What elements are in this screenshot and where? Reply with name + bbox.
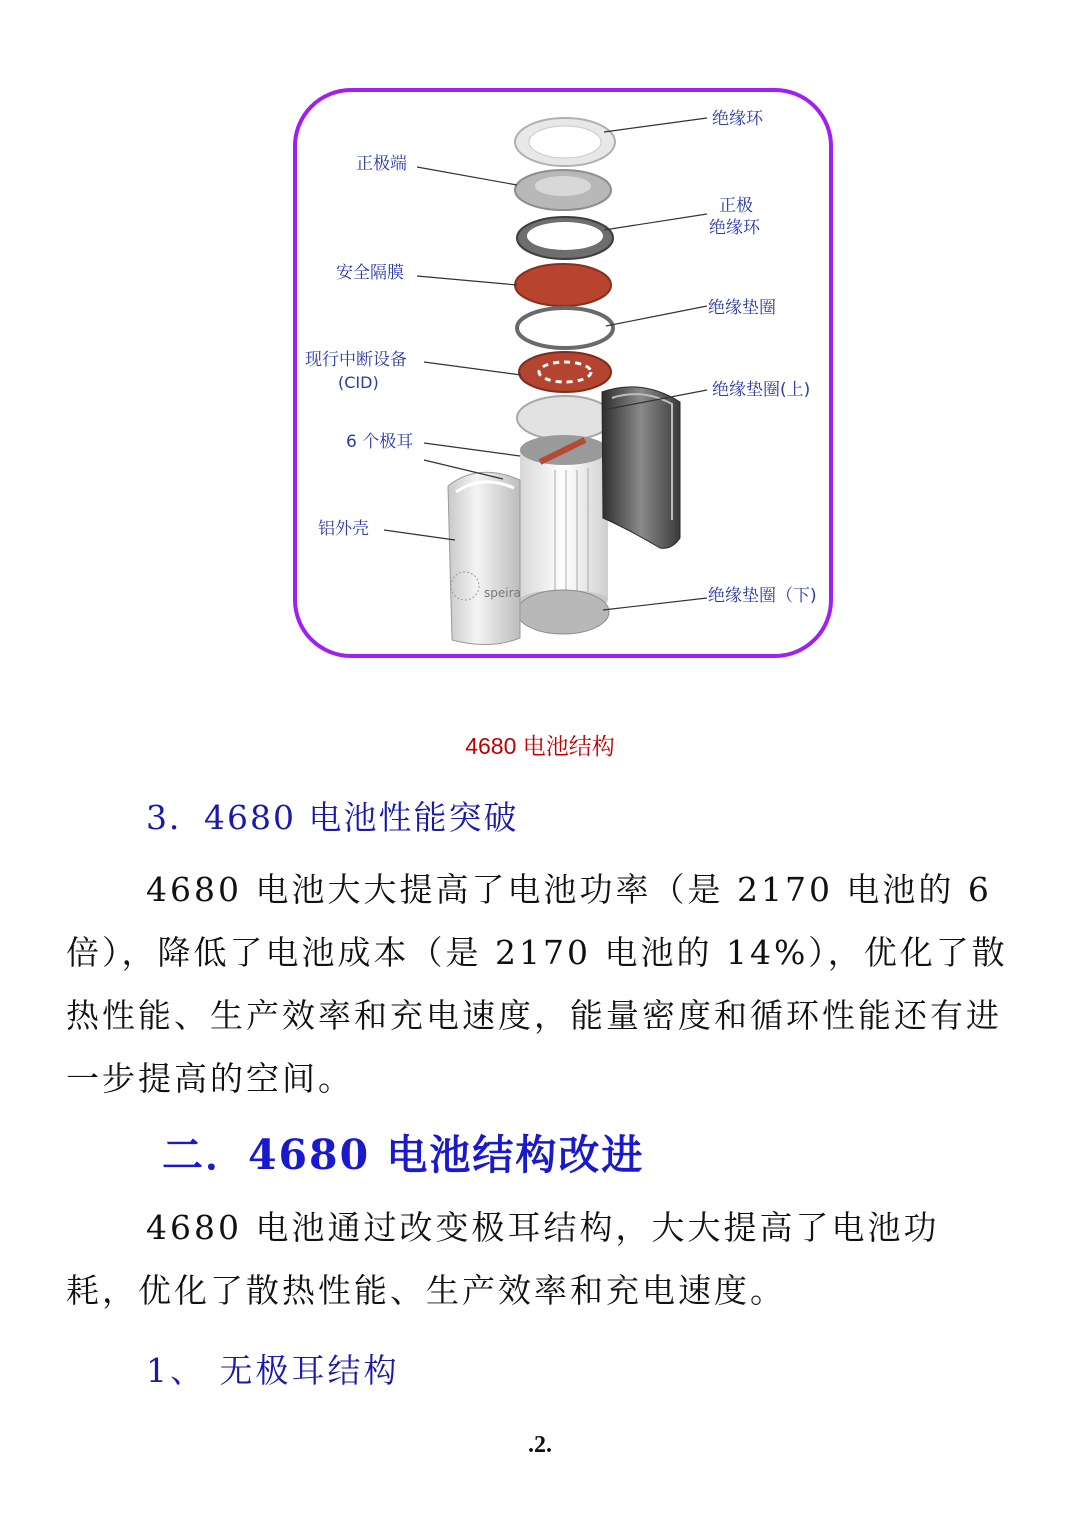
label-cid-line2: (CID) xyxy=(338,373,379,392)
safety-membrane-part xyxy=(515,264,611,306)
battery-exploded-diagram xyxy=(0,0,1080,700)
aluminum-shell-part xyxy=(448,472,520,644)
label-insulation-ring: 绝缘环 xyxy=(712,109,763,129)
cid-part xyxy=(519,352,611,392)
label-gasket-lower: 绝缘垫圈（下) xyxy=(708,586,817,606)
jelly-roll-core xyxy=(520,450,608,600)
right-half-shell xyxy=(602,387,680,548)
subsection-heading: 1、 无极耳结构 xyxy=(146,1351,400,1390)
label-insulation-gasket: 绝缘垫圈 xyxy=(708,298,776,318)
figure-caption: 4680 电池结构 xyxy=(465,733,615,759)
gasket-upper-part xyxy=(517,396,613,440)
label-positive-terminal: 正极端 xyxy=(356,154,407,174)
label-cid-line1: 现行中断设备 xyxy=(305,350,407,370)
label-safety-membrane: 安全隔膜 xyxy=(336,263,404,283)
chapter-paragraph: 4680 电池通过改变极耳结构，大大提高了电池功耗，优化了散热性能、生产效率和充电速度。 xyxy=(66,1208,940,1310)
label-positive-insulation-ring-line1: 正极 xyxy=(719,196,753,216)
label-tabs: 6 个极耳 xyxy=(346,432,414,452)
section-heading: 3．4680 电池性能突破 xyxy=(146,798,519,837)
label-gasket-upper: 绝缘垫圈(上) xyxy=(712,380,811,400)
chapter-heading: 二．4680 电池结构改进 xyxy=(162,1131,645,1179)
insulation-gasket-part xyxy=(517,308,613,348)
label-positive-insulation-ring-line2: 绝缘环 xyxy=(709,218,760,238)
label-aluminum-shell: 铝外壳 xyxy=(318,519,369,539)
section-paragraph: 4680 电池大大提高了电池功率（是 2170 电池的 6 倍），降低了电池成本（是 2170 电池的 14%），优化了散热性能、生产效率和充电速度，能量密度和循环性能还有进一步提高的空间。 xyxy=(66,870,1008,1098)
gasket-lower-part xyxy=(517,590,609,634)
shell-brand-text: speira xyxy=(484,586,521,600)
page-number: .2. xyxy=(528,1432,552,1458)
